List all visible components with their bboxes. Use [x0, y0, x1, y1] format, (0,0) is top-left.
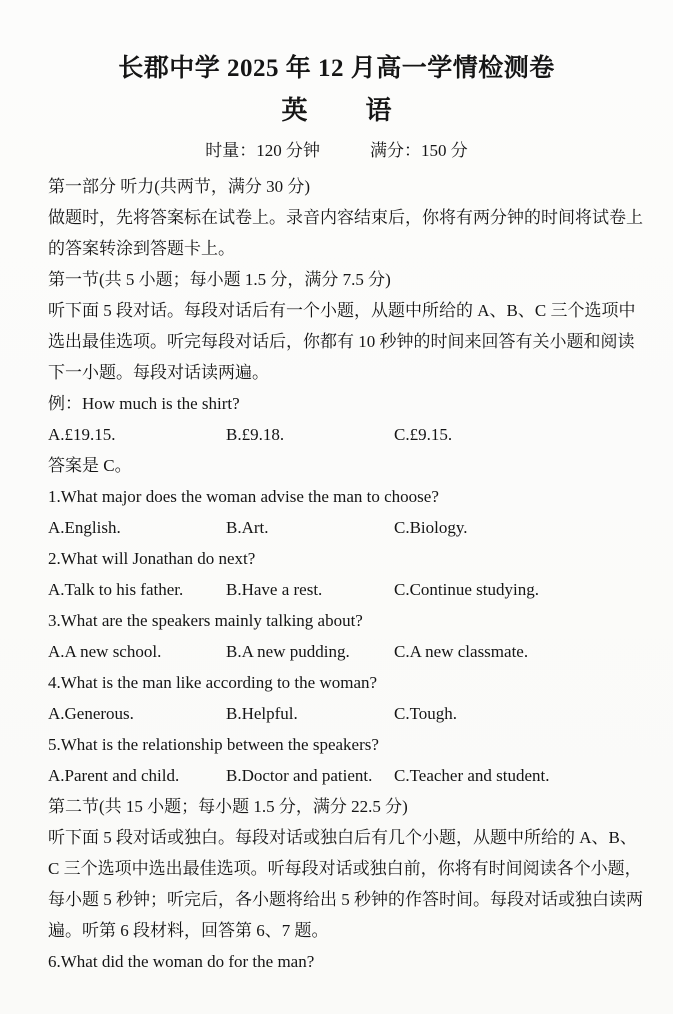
- option-a: A.English.: [48, 518, 121, 537]
- option-a: A.Talk to his father.: [48, 580, 184, 599]
- full-score-label: 满分：150 分: [370, 141, 468, 160]
- question-1-options-row: [48, 512, 625, 543]
- option-c: C.Biology.: [394, 518, 468, 537]
- option-b: B.Doctor and patient.: [226, 766, 373, 785]
- instruction-line: 听下面 5 段对话或独白。每段对话或独白后有几个小题，从题中所给的 A、B、: [48, 828, 637, 847]
- exam-title: 长郡中学 2025 年 12 月高一学情检测卷: [118, 55, 555, 82]
- question-5-text: 5.What is the relationship between the speakers?: [48, 735, 379, 754]
- question-4-text: 4.What is the man like according to the woman?: [48, 673, 378, 692]
- subject-char-first: 英: [281, 96, 308, 125]
- instruction-line: 的答案转涂到答题卡上。: [48, 239, 235, 258]
- example-options-row: [48, 419, 625, 450]
- duration-label: 时量：120 分钟: [205, 141, 320, 160]
- question-5-options-row: [48, 760, 625, 791]
- option-b: B.Have a rest.: [226, 580, 323, 599]
- question-6-text: 6.What did the woman do for the man?: [48, 952, 315, 971]
- question-4-options-row: [48, 698, 625, 729]
- section2-heading: 第二节(共 15 小题；每小题 1.5 分，满分 22.5 分): [48, 797, 408, 816]
- question-1-text: 1.What major does the woman advise the man to choose?: [48, 487, 439, 506]
- option-c: C.Continue studying.: [394, 580, 539, 599]
- instruction-line: 选出最佳选项。听完每段对话后，你都有 10 秒钟的时间来回答有关小题和阅读: [48, 332, 635, 351]
- instruction-line: 做题时，先将答案标在试卷上。录音内容结束后，你将有两分钟的时间将试卷上: [48, 208, 643, 227]
- option-c: C.£9.15.: [394, 425, 453, 444]
- instruction-line: 遍。听第 6 段材料，回答第 6、7 题。: [48, 921, 329, 940]
- example-answer-note: 答案是 C。: [48, 456, 132, 475]
- option-b: B.A new pudding.: [226, 642, 350, 661]
- option-a: A.Generous.: [48, 704, 134, 723]
- instruction-line: 下一小题。每段对话读两遍。: [48, 363, 269, 382]
- option-b: B.Helpful.: [226, 704, 298, 723]
- example-question: 例：How much is the shirt?: [48, 394, 240, 413]
- option-b: B.£9.18.: [226, 425, 285, 444]
- section1-heading: 第一节(共 5 小题；每小题 1.5 分，满分 7.5 分): [48, 270, 391, 289]
- exam-meta: [48, 138, 625, 164]
- part1-heading: 第一部分 听力(共两节，满分 30 分): [48, 177, 311, 196]
- option-a: A.Parent and child.: [48, 766, 180, 785]
- option-a: A.A new school.: [48, 642, 162, 661]
- question-3-options-row: [48, 636, 625, 667]
- exam-body: [48, 171, 643, 977]
- option-c: C.Tough.: [394, 704, 458, 723]
- subject-title: [48, 94, 625, 128]
- subject-char-second: 语: [365, 96, 392, 125]
- instruction-line: 听下面 5 段对话。每段对话后有一个小题，从题中所给的 A、B、C 三个选项中: [48, 301, 636, 320]
- question-2-options-row: [48, 574, 625, 605]
- instruction-line: C 三个选项中选出最佳选项。听每段对话或独白前，你将有时间阅读各个小题，: [48, 859, 642, 878]
- question-3-text: 3.What are the speakers mainly talking about?: [48, 611, 363, 630]
- option-c: C.Teacher and student.: [394, 766, 550, 785]
- option-b: B.Art.: [226, 518, 269, 537]
- question-2-text: 2.What will Jonathan do next?: [48, 549, 256, 568]
- option-a: A.£19.15.: [48, 425, 116, 444]
- option-c: C.A new classmate.: [394, 642, 529, 661]
- instruction-line: 每小题 5 秒钟；听完后，各小题将给出 5 秒钟的作答时间。每段对话或独白读两: [48, 890, 643, 909]
